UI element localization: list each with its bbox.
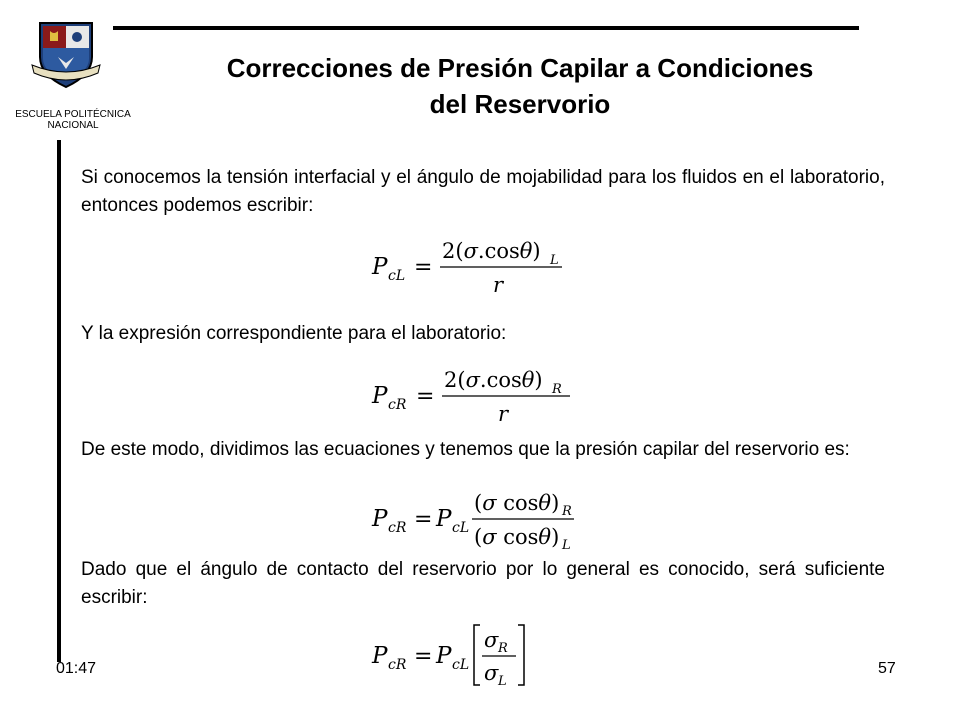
svg-text:P: P — [436, 506, 452, 532]
svg-text:2(σ.cosθ): 2(σ.cosθ) — [444, 368, 543, 392]
footer-time: 01:47 — [56, 660, 97, 677]
svg-text:R: R — [552, 382, 562, 397]
svg-text:L: L — [498, 674, 507, 689]
paragraph-2: Y la expresión correspondiente para el laboratorio: — [81, 323, 507, 344]
svg-text:cL: cL — [388, 268, 406, 284]
svg-text:cR: cR — [388, 397, 407, 413]
title-line-1: Correcciones de Presión Capilar a Condiciones — [226, 53, 814, 83]
svg-text:R: R — [562, 504, 572, 519]
equation-1 — [370, 234, 570, 296]
svg-text:P: P — [372, 506, 388, 532]
institution-line-1: ESCUELA POLITÉCNICA — [15, 109, 131, 120]
top-rule — [113, 26, 859, 30]
svg-text:P: P — [372, 254, 388, 280]
svg-text:L: L — [562, 538, 571, 552]
institution-crest-icon — [28, 17, 104, 93]
svg-text:r: r — [493, 273, 504, 296]
svg-text:=: = — [414, 255, 433, 280]
page-title — [140, 50, 900, 122]
svg-text:(σ cosθ): (σ cosθ) — [474, 525, 560, 549]
svg-text:r: r — [498, 402, 509, 425]
equation-3 — [370, 484, 580, 552]
paragraph-3: De este modo, dividimos las ecuaciones y tenemos que la presión capilar del reservorio es: — [81, 439, 850, 460]
svg-text:P: P — [372, 643, 388, 669]
svg-text:=: = — [416, 384, 435, 409]
left-rule — [57, 140, 61, 662]
title-line-2: del Reservorio — [429, 89, 611, 119]
svg-text:σ: σ — [484, 661, 499, 685]
paragraph-1: Si conocemos la tensión interfacial y el ángulo de mojabilidad para los fluidos en el laboratorio, entonces podemos escribir: — [81, 167, 885, 216]
svg-text:2(σ.cosθ): 2(σ.cosθ) — [442, 239, 541, 263]
svg-text:P: P — [372, 383, 388, 409]
svg-text:cL: cL — [452, 520, 470, 536]
svg-text:cL: cL — [452, 657, 470, 673]
paragraph-4: Dado que el ángulo de contacto del reservorio por lo general es conocido, será suficiente escribir: — [81, 559, 885, 608]
svg-text:L: L — [550, 253, 559, 268]
institution-line-2: NACIONAL — [47, 120, 99, 131]
equation-4 — [370, 621, 540, 689]
svg-text:(σ cosθ): (σ cosθ) — [474, 491, 560, 515]
equation-2 — [370, 363, 580, 425]
svg-text:=: = — [414, 507, 433, 532]
page-number: 57 — [878, 660, 896, 677]
institution-name — [6, 109, 140, 131]
svg-text:P: P — [436, 643, 452, 669]
svg-text:cR: cR — [388, 520, 407, 536]
svg-text:cR: cR — [388, 657, 407, 673]
svg-text:R: R — [498, 641, 508, 656]
svg-text:=: = — [414, 644, 433, 669]
svg-text:σ: σ — [484, 628, 499, 652]
